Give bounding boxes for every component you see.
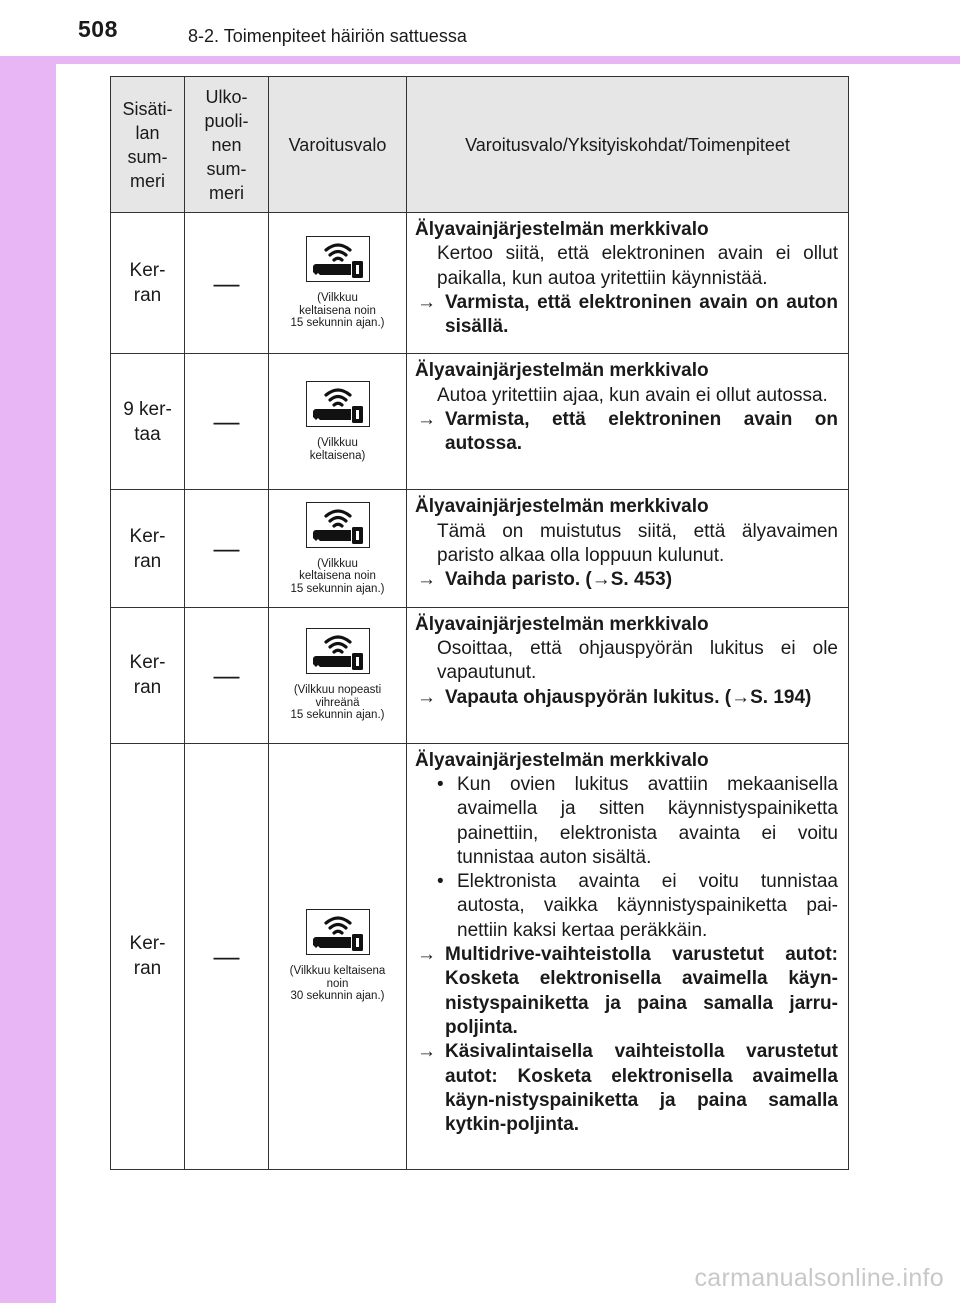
- inner-buzzer-text: ran: [133, 677, 162, 699]
- details-action: [415, 408, 838, 457]
- inner-buzzer-text: ran: [133, 285, 162, 307]
- smart-key-warning-icon: [306, 909, 370, 955]
- header-outer-buzzer: [185, 77, 269, 213]
- table-row: [111, 607, 849, 743]
- inner-buzzer-text: 9 ker-: [123, 398, 172, 420]
- outer-buzzer-cell: —: [185, 607, 269, 743]
- action-text: Varmista, että elektroninen avain on autossa.: [445, 409, 838, 455]
- side-accent-bar: [0, 0, 56, 1303]
- details-text: Kertoo siitä, että elektroninen avain ei ollut paikalla, kun autoa yritettiin käynnistää.: [437, 243, 838, 289]
- inner-buzzer-text: taa: [134, 423, 161, 445]
- caption-line: 15 sekunnin ajan.): [290, 317, 385, 330]
- warning-light-table: [110, 76, 849, 1170]
- caption-line: noin: [326, 977, 349, 990]
- table-row: [111, 213, 849, 354]
- header-inner-line: meri: [130, 170, 165, 191]
- smart-key-warning-icon: [306, 502, 370, 548]
- details-text: Tämä on muistutus siitä, että älyavaimen paristo alkaa olla loppuun kulunut.: [437, 520, 838, 567]
- details-action: [415, 943, 838, 1040]
- caption-line: (Vilkkuu nopeasti: [293, 684, 382, 697]
- header-outer-line: meri: [209, 182, 244, 203]
- caption-line: 30 sekunnin ajan.): [290, 990, 385, 1003]
- inner-buzzer-text: Ker-: [129, 525, 166, 547]
- table-row: [111, 354, 849, 490]
- smart-key-warning-icon: [306, 381, 370, 427]
- smart-key-warning-icon: [306, 628, 370, 674]
- inner-buzzer-text: ran: [133, 958, 162, 980]
- header-outer-line: sum-: [206, 158, 247, 179]
- header-outer-line: Ulko-: [205, 86, 248, 107]
- inner-buzzer-text: ran: [133, 550, 162, 572]
- table-row: [111, 743, 849, 1169]
- arrow-icon: →: [417, 569, 436, 591]
- caption-line: (Vilkkuu: [317, 292, 358, 305]
- warning-light-caption: [271, 558, 404, 596]
- inner-buzzer-text: Ker-: [129, 933, 166, 955]
- details-bullet: [415, 773, 838, 870]
- header-inner-buzzer: [111, 77, 185, 213]
- details-text: Autoa yritettiin ajaa, kun avain ei ollut autossa.: [437, 384, 828, 406]
- action-text: Vapauta ohjauspyörän lukitus. (→S. 194): [445, 686, 812, 708]
- page-number: 508: [78, 16, 118, 42]
- bullet-mark: •: [437, 871, 444, 893]
- details-action: [415, 568, 838, 592]
- outer-buzzer-cell: —: [185, 743, 269, 1169]
- inner-buzzer-text: Ker-: [129, 652, 166, 674]
- caption-line: 15 sekunnin ajan.): [290, 582, 385, 595]
- warning-light-cell: [269, 354, 407, 490]
- caption-line: (Vilkkuu: [317, 437, 358, 450]
- warning-light-caption: [271, 684, 404, 722]
- details-action: [415, 291, 838, 340]
- details-title: Älyavainjärjestelmän merkkivalo: [415, 219, 709, 240]
- details-title: Älyavainjärjestelmän merkkivalo: [415, 360, 709, 382]
- details-text: Osoittaa, että ohjauspyörän lukitus ei ole vapautunut.: [437, 637, 838, 684]
- details-cell: [407, 213, 849, 354]
- header-outer-line: puoli-: [204, 110, 249, 131]
- header-inner-line: Sisäti-: [122, 98, 173, 119]
- caption-line: vihreänä: [315, 696, 360, 709]
- caption-line: keltaisena): [309, 449, 366, 462]
- details-cell: [407, 607, 849, 743]
- bullet-text: Kun ovien lukitus avattiin mekaanisella avaimella ja sitten käynnistyspainiketta painettiin, elektronista avainta ei voitu tunnistaa auton sisältä.: [457, 773, 838, 868]
- section-title: 8-2. Toimenpiteet häiriön sattuessa: [188, 26, 467, 46]
- outer-buzzer-cell: —: [185, 213, 269, 354]
- warning-light-cell: [269, 743, 407, 1169]
- warning-light-cell: [269, 213, 407, 354]
- header-inner-line: sum-: [127, 146, 168, 167]
- caption-line: (Vilkkuu keltaisena: [289, 965, 386, 978]
- caption-line: (Vilkkuu: [317, 557, 358, 570]
- outer-buzzer-cell: —: [185, 354, 269, 490]
- caption-line: 15 sekunnin ajan.): [290, 709, 385, 722]
- inner-buzzer-cell: [111, 743, 185, 1169]
- warning-light-caption: [271, 965, 404, 1003]
- warning-light-cell: [269, 607, 407, 743]
- table-header-row: [111, 77, 849, 213]
- header-accent-stripe: [0, 56, 960, 64]
- header-details: Varoitusvalo/Yksityiskohdat/Toimenpiteet: [407, 77, 849, 213]
- header-band: [0, 0, 960, 56]
- action-text: Multidrive-vaihteistolla varustetut autot: Kosketa elektronisella avaimella käyn-nistyspainiketta ja paina samalla jarru-poljinta.: [445, 944, 838, 1038]
- warning-light-caption: [271, 292, 404, 330]
- smart-key-warning-icon: [306, 236, 370, 282]
- warning-light-caption: [271, 437, 404, 462]
- details-title: Älyavainjärjestelmän merkkivalo: [415, 613, 709, 635]
- table-row: [111, 490, 849, 607]
- bullet-text: Elektronista avainta ei voitu tunnistaa autosta, vaikka käynnistyspainiketta pai-nettiin kaksi kertaa peräkkäin.: [457, 871, 838, 941]
- inner-buzzer-cell: [111, 490, 185, 607]
- arrow-icon: →: [417, 944, 436, 966]
- caption-line: keltaisena noin: [299, 570, 376, 583]
- watermark: carmanualsonline.info: [694, 1264, 944, 1292]
- inner-buzzer-text: Ker-: [129, 260, 166, 282]
- details-cell: [407, 490, 849, 607]
- details-title: Älyavainjärjestelmän merkkivalo: [415, 496, 709, 518]
- warning-light-cell: [269, 490, 407, 607]
- bullet-mark: •: [437, 773, 444, 795]
- details-cell: [407, 354, 849, 490]
- arrow-icon: →: [417, 1041, 436, 1063]
- details-cell: [407, 743, 849, 1169]
- inner-buzzer-cell: [111, 354, 185, 490]
- details-title: Älyavainjärjestelmän merkkivalo: [415, 749, 709, 771]
- header-inner-line: lan: [135, 122, 160, 143]
- arrow-icon: →: [417, 686, 436, 708]
- caption-line: keltaisena noin: [299, 304, 376, 317]
- inner-buzzer-cell: [111, 607, 185, 743]
- header-warning-light: Varoitusvalo: [269, 77, 407, 213]
- details-action: [415, 1040, 838, 1137]
- details-action: [415, 686, 838, 710]
- action-text: Vaihda paristo. (→S. 453): [445, 569, 673, 591]
- inner-buzzer-cell: [111, 213, 185, 354]
- details-bullet: [415, 870, 838, 943]
- action-text: Varmista, että elektroninen avain on auton sisällä.: [445, 291, 838, 338]
- arrow-icon: →: [417, 291, 436, 313]
- arrow-icon: →: [417, 409, 436, 431]
- action-text: Käsivalintaisella vaihteistolla varustetut autot: Kosketa elektronisella avaimella käyn-nistyspainiketta ja paina samalla kytkin-poljinta.: [445, 1041, 838, 1136]
- header-outer-line: nen: [211, 134, 242, 155]
- outer-buzzer-cell: —: [185, 490, 269, 607]
